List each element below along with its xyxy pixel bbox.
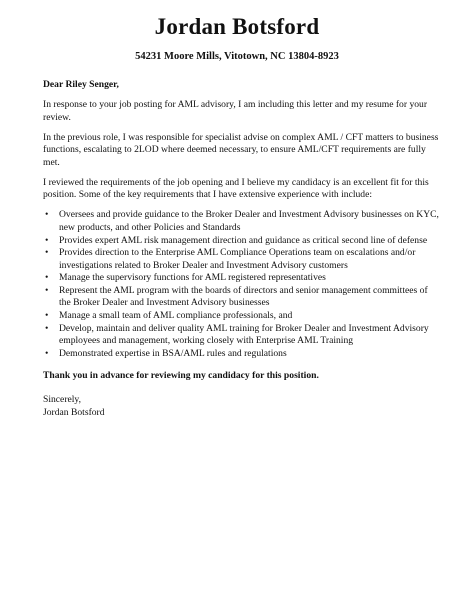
bullet-icon: • xyxy=(45,272,49,284)
bullet-icon: • xyxy=(45,322,49,334)
list-item xyxy=(43,272,439,285)
list-item-text: Represent the AML program with the boards of directors and senior management committees of the Broker Dealer and Investment Advisory businesses xyxy=(59,284,428,309)
list-item xyxy=(43,285,439,310)
thanks-line: Thank you in advance for reviewing my candidacy for this position. xyxy=(43,370,319,382)
list-item-text: Provides expert AML risk management direction and guidance as critical second line of defense xyxy=(59,234,428,246)
list-item xyxy=(43,209,439,234)
list-item-text: Manage a small team of AML compliance professionals, and xyxy=(59,310,293,322)
closing-block xyxy=(43,394,439,419)
list-item xyxy=(43,310,439,323)
list-item xyxy=(43,348,439,361)
requirements-intro-paragraph: I reviewed the requirements of the job opening and I believe my candidacy is an excellent fit for this position. Some of the key requirements that I have extensive experience with include: xyxy=(43,176,429,201)
experience-paragraph: In the previous role, I was responsible for specialist advise on complex AML / CFT matters to business functions, escalating to 2LOD where deemed necessary, to ensure AML/CFT requirements are fully met. xyxy=(43,131,439,168)
salutation: Dear Riley Senger, xyxy=(43,79,119,90)
list-item-text: Demonstrated expertise in BSA/AML rules and regulations xyxy=(59,347,287,359)
bullet-icon: • xyxy=(45,234,49,246)
list-item-text: Provides direction to the Enterprise AML Compliance Operations team on escalations and/or investigations related to Broker Dealer and Investment Advisory customers xyxy=(59,247,416,271)
list-item xyxy=(43,235,439,248)
list-item xyxy=(43,247,439,272)
list-item-text: Oversees and provide guidance to the Broker Dealer and Investment Advisory businesses on KYC, new products, and other Policies and Standards xyxy=(59,209,439,233)
letter-body xyxy=(43,79,439,427)
list-item-text: Manage the supervisory functions for AML registered representatives xyxy=(59,272,326,284)
intro-paragraph: In response to your job posting for AML advisory, I am including this letter and my resume for your review. xyxy=(43,98,428,123)
bullet-icon: • xyxy=(45,209,49,221)
bullet-icon: • xyxy=(45,284,49,296)
requirements-list xyxy=(43,209,439,360)
closing-word: Sincerely, xyxy=(43,394,82,406)
applicant-address: 54231 Moore Mills, Vitotown, NC 13804-8923 xyxy=(135,51,339,62)
bullet-icon: • xyxy=(45,347,49,359)
signature-name: Jordan Botsford xyxy=(43,406,105,418)
bullet-icon: • xyxy=(45,247,49,259)
bullet-icon: • xyxy=(45,310,49,322)
list-item xyxy=(43,323,439,348)
list-item-text: Develop, maintain and deliver quality AML training for Broker Dealer and Investment Advisory employees and management, working closely with Enterprise AML Training xyxy=(59,322,429,347)
applicant-name: Jordan Botsford xyxy=(154,14,320,39)
